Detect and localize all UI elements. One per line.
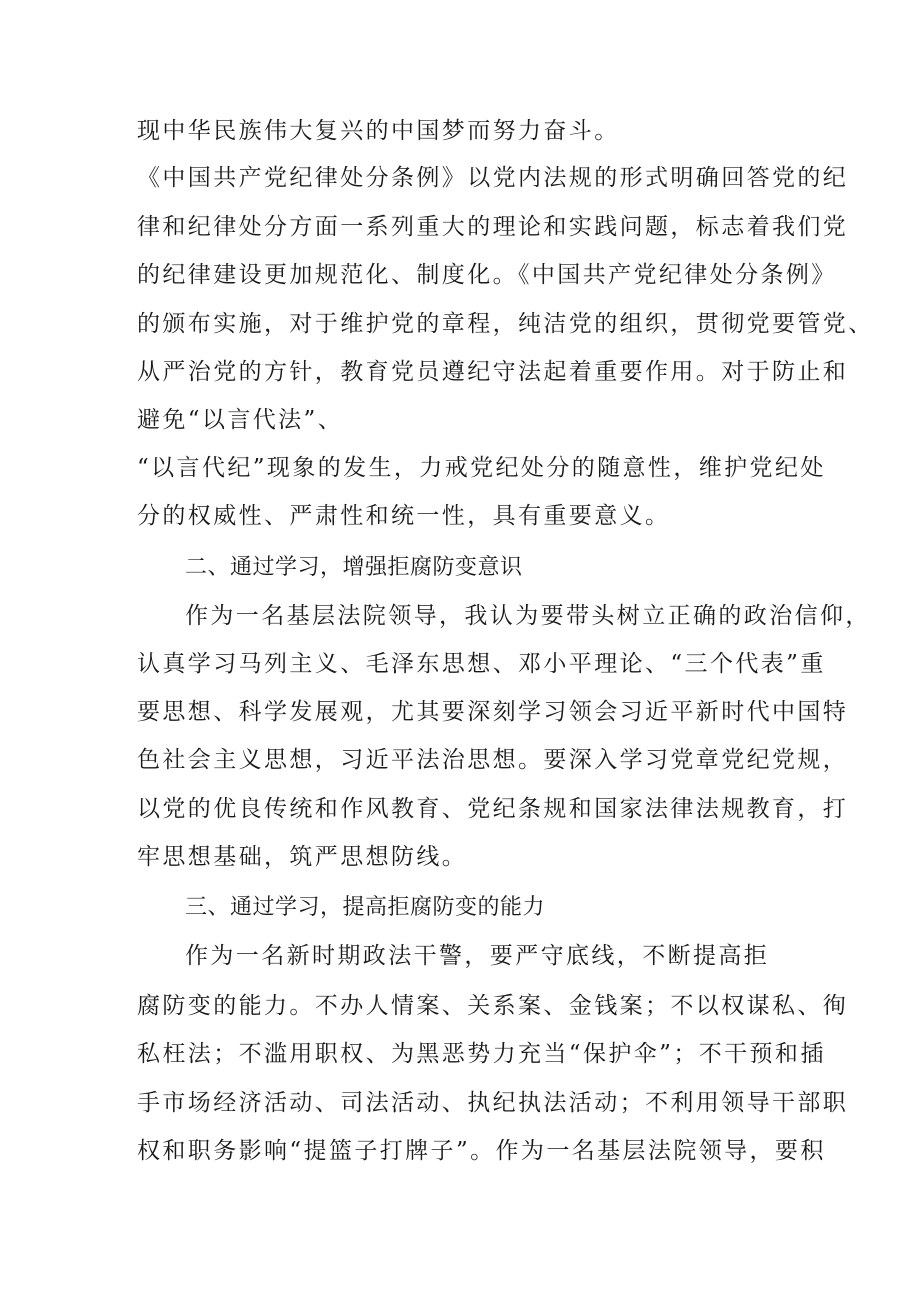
paragraph-line: 从严治党的方针，教育党员遵纪守法起着重要作用。对于防止和 [137, 359, 849, 385]
paragraph-line: 作为一名基层法院领导，我认为要带头树立正确的政治信仰， [185, 603, 871, 629]
paragraph-line: 现中华民族伟大复兴的中国梦而努力奋斗。 [137, 118, 620, 144]
paragraph-line: 的纪律建设更加规范化、制度化。《中国共产党纪律处分条例》 [137, 262, 837, 288]
paragraph-line: 权和职务影响“提篮子打牌子”。作为一名基层法院领导，要积 [137, 1138, 826, 1164]
paragraph-line: 《中国共产党纪律处分条例》以党内法规的形式明确回答党的纪 [137, 165, 849, 191]
paragraph-line: 分的权威性、严肃性和统一性，具有重要意义。 [137, 503, 671, 529]
paragraph-line: 避免“以言代法”、 [137, 407, 344, 433]
paragraph-line: 作为一名新时期政法干警，要严守底线，不断提高拒 [185, 943, 770, 969]
paragraph-line: 腐防变的能力。不办人情案、关系案、金钱案；不以权谋私、徇 [137, 993, 849, 1019]
paragraph-line: “以言代纪”现象的发生，力戒党纪处分的随意性，维护党纪处 [137, 455, 826, 481]
paragraph-line: 私枉法；不滥用职权、为黑恶势力充当“保护伞”；不干预和插 [137, 1041, 826, 1067]
paragraph-line: 色社会主义思想，习近平法治思想。要深入学习党章党纪党规， [137, 747, 849, 773]
paragraph-line: 的颁布实施，对于维护党的章程，纯洁党的组织，贯彻党要管党、 [137, 311, 874, 337]
paragraph-line: 律和纪律处分方面一系列重大的理论和实践问题，标志着我们党 [137, 214, 849, 240]
paragraph-line: 认真学习马列主义、毛泽东思想、邓小平理论、“三个代表”重 [137, 651, 826, 677]
paragraph-line: 要思想、科学发展观，尤其要深刻学习领会习近平新时代中国特 [137, 699, 849, 725]
section-heading-2: 二、通过学习，增强拒腐防变意识 [185, 555, 523, 580]
paragraph-line: 手市场经济活动、司法活动、执纪执法活动；不利用领导干部职 [137, 1090, 849, 1116]
paragraph-line: 牢思想基础，筑严思想防线。 [137, 844, 468, 870]
paragraph-line: 以党的优良传统和作风教育、党纪条规和国家法律法规教育，打 [137, 796, 849, 822]
section-heading-3: 三、通过学习，提高拒腐防变的能力 [185, 895, 546, 920]
